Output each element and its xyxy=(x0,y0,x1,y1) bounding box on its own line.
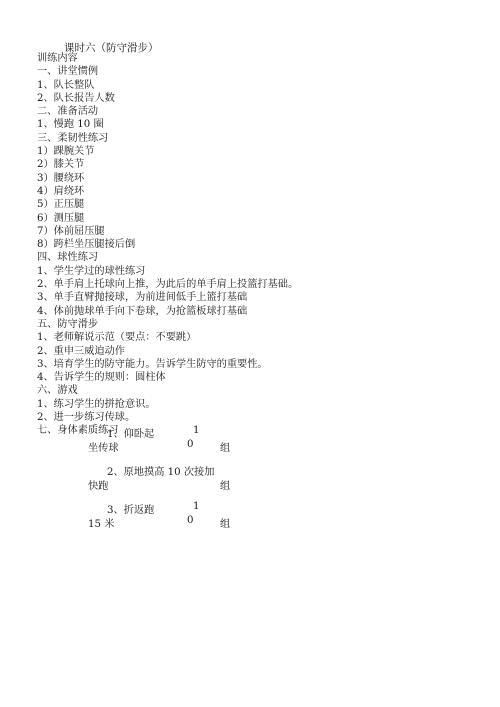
fitness-item-1-row xyxy=(0,425,500,439)
content-line: 五、防守滑步 xyxy=(37,318,99,330)
content-line: 5）正压腿 xyxy=(37,199,85,211)
content-lines xyxy=(37,52,298,438)
content-line: 七、身体素质练习 xyxy=(37,425,119,437)
fitness-item-3-row xyxy=(0,501,500,515)
content-line: 1、练习学生的拼抢意识。 xyxy=(37,398,156,410)
content-line: 2、进一步练习传球。 xyxy=(37,412,136,424)
content-line: 7）体前屈压腿 xyxy=(37,225,105,237)
fitness-item-3-number: 1 xyxy=(193,501,200,512)
content-line: 4、体前抛球单手向下卷球，为抢篮板球打基础 xyxy=(37,305,248,317)
content-line: 一、讲堂惯例 xyxy=(37,66,99,78)
content-line: 二、准备活动 xyxy=(37,106,99,118)
lesson-title: 课时六（防守滑步） xyxy=(64,42,159,54)
content-line: 1、学生学过的球性练习 xyxy=(37,265,146,277)
fitness-item-2-detail-row xyxy=(0,477,500,491)
fitness-item-3-unit: 组 xyxy=(220,519,231,530)
content-line: 6）测压腿 xyxy=(37,212,85,224)
content-line: 8）跨栏坐压腿接后倒 xyxy=(37,239,136,251)
content-line: 1、老师解说示范（要点：不要跳） xyxy=(37,332,197,344)
fitness-item-1-zero: 0 xyxy=(187,439,194,450)
content-line: 4、告诉学生的规则：圆柱体 xyxy=(37,372,166,384)
fitness-item-1-detail-row xyxy=(0,439,500,453)
fitness-item-3-title: 3、折返跑 xyxy=(107,505,155,516)
content-line: 3）腰绕环 xyxy=(37,172,85,184)
fitness-items xyxy=(0,425,500,529)
fitness-item-2-unit: 组 xyxy=(220,481,231,492)
content-line: 2、重申三威迫动作 xyxy=(37,345,125,357)
content-line: 2）膝关节 xyxy=(37,159,85,171)
content-line: 2、队长报告人数 xyxy=(37,92,115,104)
content-line: 四、球性练习 xyxy=(37,252,99,264)
fitness-item-1-number: 1 xyxy=(193,425,200,436)
content-line: 1、慢跑 10 圈 xyxy=(37,119,104,131)
content-line: 3、培育学生的防守能力。告诉学生防守的重要性。 xyxy=(37,358,268,370)
fitness-item-1-sub: 坐传球 xyxy=(88,443,119,454)
fitness-item-2-sub: 快跑 xyxy=(88,481,109,492)
content-line: 1）踝腕关节 xyxy=(37,146,95,158)
content-line: 训练内容 xyxy=(37,53,78,64)
content-line: 三、柔韧性练习 xyxy=(37,132,109,144)
content-line: 4）肩绕环 xyxy=(37,185,85,197)
fitness-item-3-sub: 15 米 xyxy=(88,519,115,530)
fitness-item-3-zero: 0 xyxy=(187,515,194,526)
content-line: 3、单手直臂抛接球，为前进间低手上篮打基础 xyxy=(37,292,248,304)
content-line: 1、队长整队 xyxy=(37,79,95,91)
fitness-item-3-detail-row xyxy=(0,515,500,529)
fitness-item-1-unit: 组 xyxy=(220,443,231,454)
fitness-item-2-title: 2、原地摸高 10 次接加 xyxy=(107,467,215,478)
content-line: 六、游戏 xyxy=(37,385,78,397)
fitness-item-1-title: 1、仰卧起 xyxy=(107,429,155,440)
content-line: 2、单手肩上托球向上推，为此后的单手肩上投篮打基础。 xyxy=(37,279,299,291)
fitness-item-2-row xyxy=(0,463,500,477)
